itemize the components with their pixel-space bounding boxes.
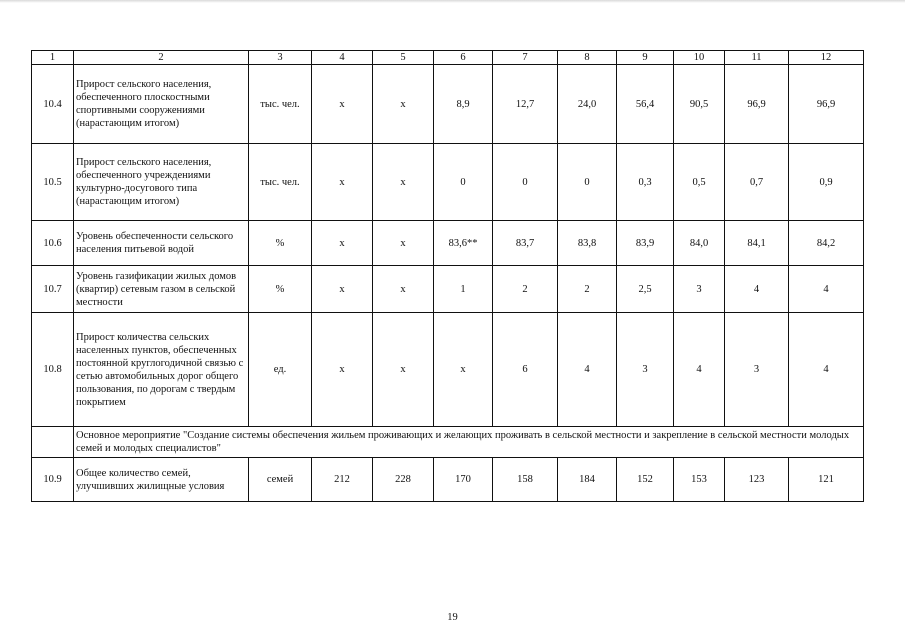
value-cell: 121	[789, 458, 864, 502]
unit-cell: %	[249, 221, 312, 266]
value-cell: 4	[558, 313, 617, 427]
value-cell: 153	[674, 458, 725, 502]
value-cell: х	[373, 144, 434, 221]
value-cell: х	[373, 313, 434, 427]
indicator-name: Уровень обеспеченности сельского населения питьевой водой	[74, 221, 249, 266]
unit-cell: тыс. чел.	[249, 65, 312, 144]
unit-cell: %	[249, 266, 312, 313]
row-number: 10.5	[32, 144, 74, 221]
header-cell: 5	[373, 51, 434, 65]
value-cell: 2	[493, 266, 558, 313]
header-cell: 12	[789, 51, 864, 65]
value-cell: 4	[789, 266, 864, 313]
row-number: 10.9	[32, 458, 74, 502]
value-cell: 0,9	[789, 144, 864, 221]
header-cell: 9	[617, 51, 674, 65]
section-title: Основное мероприятие "Создание системы обеспечения жильем проживающих и желающих проживать в сельской местности и закрепление в сельской местности молодых семей и молодых специалистов"	[74, 427, 864, 458]
value-cell: 3	[674, 266, 725, 313]
value-cell: 158	[493, 458, 558, 502]
indicator-name: Прирост количества сельских населенных пунктов, обеспеченных постоянной круглогодичной связью с сетью автомобильных дорог общего пользования, по дорогам с твердым покрытием	[74, 313, 249, 427]
value-cell: х	[312, 221, 373, 266]
value-cell: 228	[373, 458, 434, 502]
value-cell: 0,3	[617, 144, 674, 221]
value-cell: 56,4	[617, 65, 674, 144]
value-cell: 6	[493, 313, 558, 427]
table-row	[32, 313, 864, 427]
indicator-name: Общее количество семей, улучшивших жилищные условия	[74, 458, 249, 502]
section-row	[32, 427, 864, 458]
value-cell: 123	[725, 458, 789, 502]
value-cell: 0	[434, 144, 493, 221]
value-cell: 8,9	[434, 65, 493, 144]
value-cell: 84,1	[725, 221, 789, 266]
value-cell: 90,5	[674, 65, 725, 144]
indicator-name: Уровень газификации жилых домов (квартир) сетевым газом в сельской местности	[74, 266, 249, 313]
value-cell: 184	[558, 458, 617, 502]
value-cell: 24,0	[558, 65, 617, 144]
value-cell: х	[312, 313, 373, 427]
empty-cell	[32, 427, 74, 458]
unit-cell: семей	[249, 458, 312, 502]
header-row	[32, 51, 864, 65]
table-row	[32, 144, 864, 221]
value-cell: 83,9	[617, 221, 674, 266]
indicators-table	[31, 50, 864, 502]
value-cell: 170	[434, 458, 493, 502]
value-cell: 1	[434, 266, 493, 313]
value-cell: х	[434, 313, 493, 427]
row-number: 10.8	[32, 313, 74, 427]
value-cell: 152	[617, 458, 674, 502]
value-cell: 12,7	[493, 65, 558, 144]
value-cell: х	[373, 221, 434, 266]
value-cell: 84,2	[789, 221, 864, 266]
value-cell: 212	[312, 458, 373, 502]
value-cell: 4	[674, 313, 725, 427]
value-cell: 83,7	[493, 221, 558, 266]
value-cell: 3	[617, 313, 674, 427]
row-number: 10.7	[32, 266, 74, 313]
value-cell: 4	[789, 313, 864, 427]
scan-edge	[0, 0, 905, 3]
value-cell: 0,7	[725, 144, 789, 221]
value-cell: 83,6**	[434, 221, 493, 266]
value-cell: 96,9	[725, 65, 789, 144]
row-number: 10.4	[32, 65, 74, 144]
indicator-name: Прирост сельского населения, обеспеченного плоскостными спортивными сооружениями (нарастающим итогом)	[74, 65, 249, 144]
header-cell: 11	[725, 51, 789, 65]
value-cell: 0,5	[674, 144, 725, 221]
value-cell: х	[373, 266, 434, 313]
header-cell: 3	[249, 51, 312, 65]
unit-cell: ед.	[249, 313, 312, 427]
value-cell: х	[312, 144, 373, 221]
indicator-name: Прирост сельского населения, обеспеченного учреждениями культурно-досугового типа (нарастающим итогом)	[74, 144, 249, 221]
value-cell: х	[373, 65, 434, 144]
unit-cell: тыс. чел.	[249, 144, 312, 221]
header-cell: 4	[312, 51, 373, 65]
value-cell: 83,8	[558, 221, 617, 266]
header-cell: 1	[32, 51, 74, 65]
value-cell: 2,5	[617, 266, 674, 313]
header-cell: 6	[434, 51, 493, 65]
table-row	[32, 458, 864, 502]
value-cell: 0	[493, 144, 558, 221]
page-number: 19	[447, 612, 458, 623]
value-cell: х	[312, 266, 373, 313]
value-cell: 96,9	[789, 65, 864, 144]
row-number: 10.6	[32, 221, 74, 266]
value-cell: 3	[725, 313, 789, 427]
value-cell: 0	[558, 144, 617, 221]
value-cell: х	[312, 65, 373, 144]
value-cell: 84,0	[674, 221, 725, 266]
table-row	[32, 266, 864, 313]
table-row	[32, 221, 864, 266]
table-row	[32, 65, 864, 144]
header-cell: 8	[558, 51, 617, 65]
header-cell: 2	[74, 51, 249, 65]
header-cell: 7	[493, 51, 558, 65]
header-cell: 10	[674, 51, 725, 65]
value-cell: 2	[558, 266, 617, 313]
value-cell: 4	[725, 266, 789, 313]
